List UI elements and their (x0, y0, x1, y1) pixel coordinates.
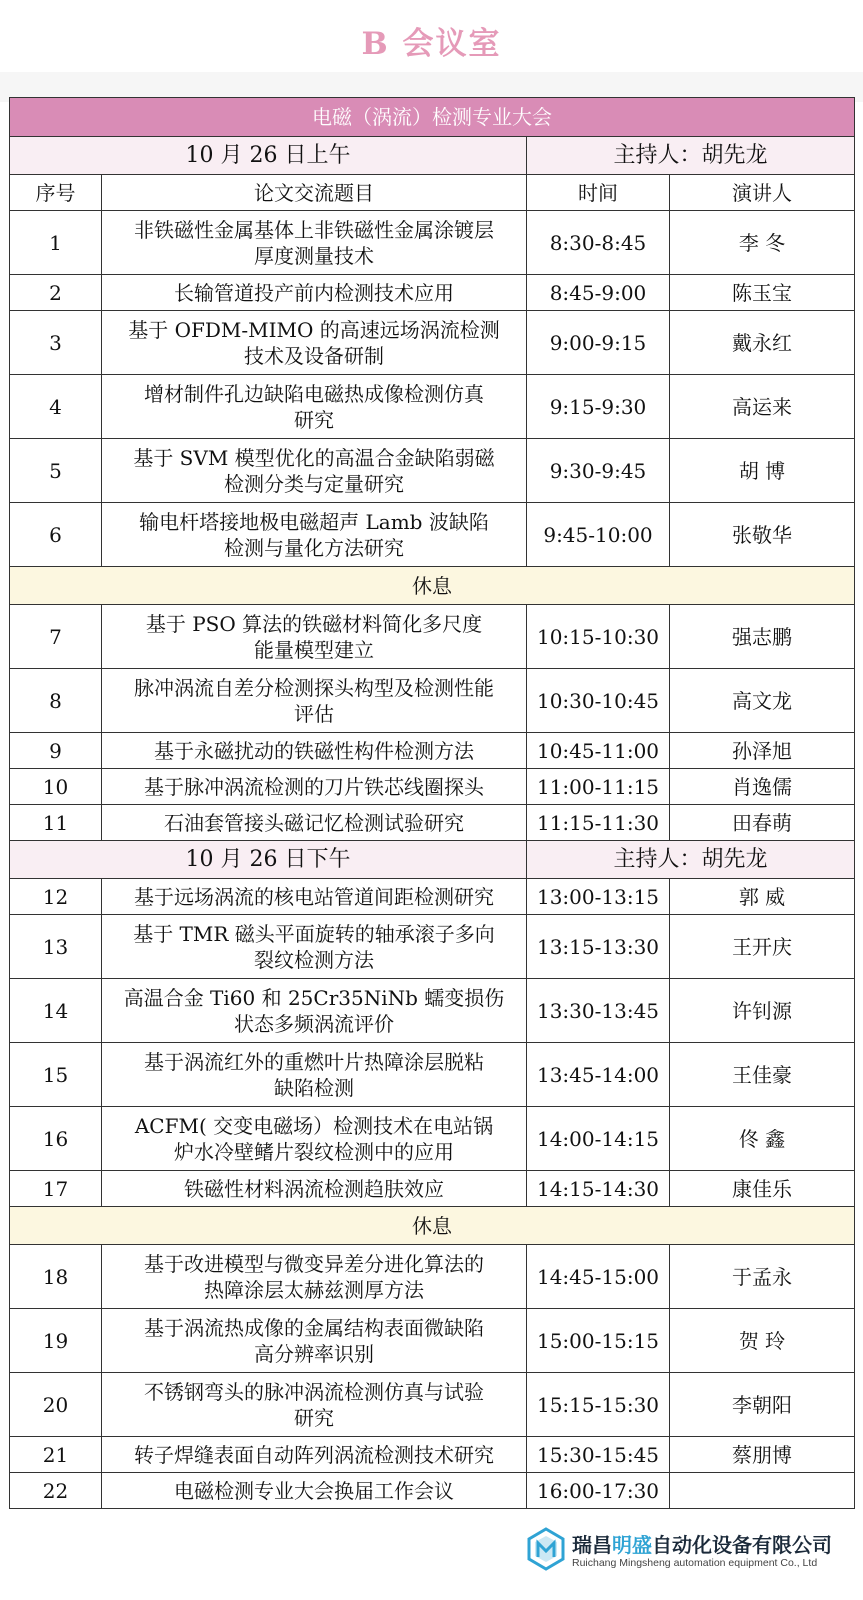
paper-title-line: 基于 SVM 模型优化的高温合金缺陷弱磁 (133, 445, 495, 470)
paper-title-line: 基于涡流红外的重燃叶片热障涂层脱粘 (144, 1049, 484, 1074)
table-row (10, 1043, 855, 1107)
room-title: B 会议室 (361, 26, 502, 62)
paper-title (102, 669, 527, 733)
paper-title (102, 1245, 527, 1309)
company-name-post: 自动化设备有限公司 (652, 1533, 832, 1557)
paper-title-line: 评估 (294, 701, 334, 726)
speaker-name: 孙泽旭 (670, 733, 855, 769)
table-row (10, 375, 855, 439)
row-number: 14 (10, 979, 102, 1043)
table-row (10, 1171, 855, 1207)
table-row (10, 311, 855, 375)
paper-title-line: 能量模型建立 (254, 637, 374, 662)
paper-title-line: 石油套管接头磁记忆检测试验研究 (164, 810, 464, 835)
row-number: 19 (10, 1309, 102, 1373)
speaker-name: 田春萌 (670, 805, 855, 841)
speaker-name: 许钊源 (670, 979, 855, 1043)
talk-time: 15:00-15:15 (527, 1309, 670, 1373)
paper-title-line: 基于 PSO 算法的铁磁材料简化多尺度 (145, 611, 483, 636)
company-name-pre: 瑞昌 (572, 1533, 612, 1557)
row-number: 2 (10, 275, 102, 311)
company-name-highlight: 明盛 (612, 1533, 652, 1557)
speaker-name: 高文龙 (670, 669, 855, 733)
row-number: 9 (10, 733, 102, 769)
row-number: 11 (10, 805, 102, 841)
speaker-name: 佟 鑫 (670, 1107, 855, 1171)
speaker-name: 胡 博 (670, 439, 855, 503)
row-number: 17 (10, 1171, 102, 1207)
talk-time: 8:30-8:45 (527, 211, 670, 275)
paper-title (102, 311, 527, 375)
speaker-name: 康佳乐 (670, 1171, 855, 1207)
speaker-name: 李朝阳 (670, 1373, 855, 1437)
paper-title-line: 基于永磁扰动的铁磁性构件检测方法 (154, 738, 474, 763)
speaker-name: 王开庆 (670, 915, 855, 979)
paper-title (102, 1107, 527, 1171)
table-row (10, 1309, 855, 1373)
paper-title (102, 1437, 527, 1473)
talk-time: 10:30-10:45 (527, 669, 670, 733)
talk-time: 13:30-13:45 (527, 979, 670, 1043)
table-row (10, 211, 855, 275)
paper-title-line: 技术及设备研制 (244, 343, 384, 368)
schedule-table (9, 97, 855, 1509)
talk-time: 14:15-14:30 (527, 1171, 670, 1207)
paper-title-line: 炉水冷壁鳍片裂纹检测中的应用 (174, 1139, 454, 1164)
row-number: 22 (10, 1473, 102, 1509)
table-row (10, 275, 855, 311)
row-number: 13 (10, 915, 102, 979)
paper-title-line: 缺陷检测 (274, 1075, 354, 1100)
paper-title-line: 状态多频涡流评价 (234, 1011, 394, 1036)
paper-title-line: 转子焊缝表面自动阵列涡流检测技术研究 (134, 1442, 494, 1467)
talk-time: 9:15-9:30 (527, 375, 670, 439)
paper-title (102, 1473, 527, 1509)
header-speaker: 演讲人 (670, 175, 855, 211)
talk-time: 13:00-13:15 (527, 879, 670, 915)
table-row (10, 879, 855, 915)
talk-time: 10:45-11:00 (527, 733, 670, 769)
session-date: 10 月 26 日下午 (10, 841, 527, 879)
company-footer (520, 1523, 863, 1593)
row-number: 8 (10, 669, 102, 733)
paper-title (102, 979, 527, 1043)
company-name (572, 1529, 832, 1558)
speaker-name: 王佳豪 (670, 1043, 855, 1107)
table-row (10, 1245, 855, 1309)
session-host: 主持人：胡先龙 (527, 137, 855, 175)
table-row (10, 1437, 855, 1473)
break-label: 休息 (10, 567, 855, 605)
paper-title (102, 1171, 527, 1207)
row-number: 20 (10, 1373, 102, 1437)
paper-title-line: 基于 TMR 磁头平面旋转的轴承滚子多向 (133, 921, 495, 946)
speaker-name: 张敬华 (670, 503, 855, 567)
header-title: 论文交流题目 (102, 175, 527, 211)
paper-title (102, 605, 527, 669)
table-row (10, 769, 855, 805)
table-row (10, 503, 855, 567)
speaker-name: 于孟永 (670, 1245, 855, 1309)
paper-title-line: 基于涡流热成像的金属结构表面微缺陷 (144, 1315, 484, 1340)
row-number: 1 (10, 211, 102, 275)
header-time: 时间 (527, 175, 670, 211)
header-no: 序号 (10, 175, 102, 211)
header-row (10, 175, 855, 211)
talk-time: 11:15-11:30 (527, 805, 670, 841)
paper-title-line: 电磁检测专业大会换届工作会议 (174, 1478, 454, 1503)
talk-time: 15:30-15:45 (527, 1437, 670, 1473)
paper-title-line: 厚度测量技术 (254, 243, 374, 268)
speaker-name: 贺 玲 (670, 1309, 855, 1373)
paper-title-line: 研究 (294, 1405, 334, 1430)
paper-title-line: 基于脉冲涡流检测的刀片铁芯线圈探头 (144, 774, 484, 799)
paper-title-line: 高温合金 Ti60 和 25Cr35NiNb 蠕变损伤 (123, 985, 505, 1010)
paper-title (102, 1373, 527, 1437)
talk-time: 8:45-9:00 (527, 275, 670, 311)
paper-title (102, 375, 527, 439)
paper-title (102, 769, 527, 805)
talk-time: 10:15-10:30 (527, 605, 670, 669)
talk-time: 13:45-14:00 (527, 1043, 670, 1107)
paper-title (102, 275, 527, 311)
paper-title (102, 503, 527, 567)
speaker-name: 肖逸儒 (670, 769, 855, 805)
row-number: 7 (10, 605, 102, 669)
paper-title-line: 铁磁性材料涡流检测趋肤效应 (184, 1176, 444, 1201)
row-number: 4 (10, 375, 102, 439)
paper-title-line: 增材制件孔边缺陷电磁热成像检测仿真 (144, 381, 484, 406)
talk-time: 14:45-15:00 (527, 1245, 670, 1309)
session-host: 主持人：胡先龙 (527, 841, 855, 879)
table-row (10, 439, 855, 503)
talk-time: 14:00-14:15 (527, 1107, 670, 1171)
paper-title-line: 基于远场涡流的核电站管道间距检测研究 (134, 884, 494, 909)
paper-title-line: 基于改进模型与微变异差分进化算法的 (144, 1251, 484, 1276)
row-number: 6 (10, 503, 102, 567)
schedule-body (10, 98, 855, 1509)
talk-time: 9:00-9:15 (527, 311, 670, 375)
paper-title-line: 基于 OFDM-MIMO 的高速远场涡流检测 (128, 317, 500, 342)
paper-title-line: 检测与量化方法研究 (224, 535, 404, 560)
paper-title (102, 1309, 527, 1373)
talk-time: 9:30-9:45 (527, 439, 670, 503)
speaker-name: 李 冬 (670, 211, 855, 275)
paper-title-line: 高分辨率识别 (254, 1341, 374, 1366)
table-row (10, 669, 855, 733)
table-row (10, 1107, 855, 1171)
speaker-name: 陈玉宝 (670, 275, 855, 311)
paper-title-line: 不锈钢弯头的脉冲涡流检测仿真与试验 (144, 1379, 484, 1404)
speaker-name: 高运来 (670, 375, 855, 439)
table-row (10, 733, 855, 769)
table-row (10, 979, 855, 1043)
paper-title-line: 长输管道投产前内检测技术应用 (174, 280, 454, 305)
conference-title-row (10, 98, 855, 137)
paper-title (102, 439, 527, 503)
speaker-name (670, 1473, 855, 1509)
table-row (10, 1473, 855, 1509)
talk-time: 16:00-17:30 (527, 1473, 670, 1509)
paper-title (102, 733, 527, 769)
paper-title-line: 研究 (294, 407, 334, 432)
conference-title: 电磁（涡流）检测专业大会 (10, 98, 855, 137)
row-number: 18 (10, 1245, 102, 1309)
paper-title-line: 脉冲涡流自差分检测探头构型及检测性能 (134, 675, 494, 700)
row-number: 21 (10, 1437, 102, 1473)
session-row-afternoon (10, 841, 855, 879)
paper-title (102, 805, 527, 841)
break-row (10, 567, 855, 605)
row-number: 3 (10, 311, 102, 375)
row-number: 16 (10, 1107, 102, 1171)
table-row (10, 605, 855, 669)
break-label: 休息 (10, 1207, 855, 1245)
table-row (10, 1373, 855, 1437)
row-number: 15 (10, 1043, 102, 1107)
row-number: 12 (10, 879, 102, 915)
speaker-name: 戴永红 (670, 311, 855, 375)
speaker-name: 蔡朋博 (670, 1437, 855, 1473)
paper-title-line: 检测分类与定量研究 (224, 471, 404, 496)
paper-title (102, 1043, 527, 1107)
session-date: 10 月 26 日上午 (10, 137, 527, 175)
speaker-name: 郭 威 (670, 879, 855, 915)
paper-title-line: 非铁磁性金属基体上非铁磁性金属涂镀层 (134, 217, 494, 242)
company-name-en: Ruichang Mingsheng automation equipment Co., Ltd (572, 1557, 818, 1569)
paper-title (102, 915, 527, 979)
talk-time: 15:15-15:30 (527, 1373, 670, 1437)
row-number: 10 (10, 769, 102, 805)
paper-title-line: 热障涂层太赫兹测厚方法 (204, 1277, 424, 1302)
hexagon-logo-icon (526, 1527, 566, 1571)
paper-title-line: 输电杆塔接地极电磁超声 Lamb 波缺陷 (139, 509, 489, 534)
table-row (10, 805, 855, 841)
talk-time: 9:45-10:00 (527, 503, 670, 567)
speaker-name: 强志鹏 (670, 605, 855, 669)
paper-title (102, 879, 527, 915)
break-row (10, 1207, 855, 1245)
talk-time: 11:00-11:15 (527, 769, 670, 805)
paper-title-line: 裂纹检测方法 (254, 947, 374, 972)
paper-title-line: ACFM( 交变电磁场）检测技术在电站锅 (134, 1113, 494, 1138)
session-row-morning (10, 137, 855, 175)
talk-time: 13:15-13:30 (527, 915, 670, 979)
table-row (10, 915, 855, 979)
row-number: 5 (10, 439, 102, 503)
paper-title (102, 211, 527, 275)
